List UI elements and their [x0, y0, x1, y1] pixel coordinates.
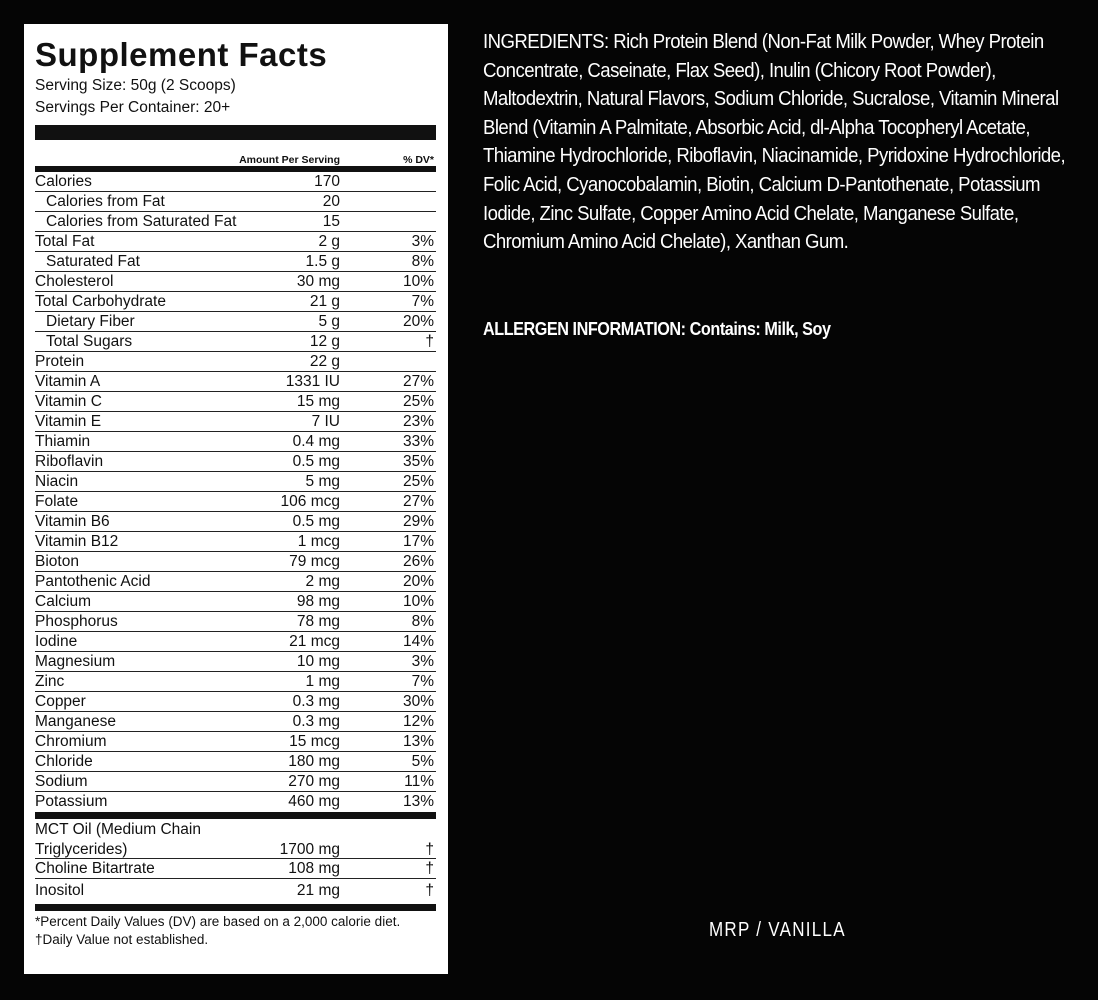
nutrient-row — [35, 512, 436, 532]
nutrient-dv: 13% — [402, 793, 434, 810]
nutrient-row — [35, 552, 436, 572]
nutrient-dv: 17% — [402, 533, 434, 550]
servings-per-container: Servings Per Container: 20+ — [35, 99, 231, 116]
nutrient-row — [35, 652, 436, 672]
nutrient-row — [35, 752, 436, 772]
nutrient-dv: † — [425, 841, 434, 858]
nutrient-dv: 33% — [402, 433, 434, 450]
nutrient-name: Pantothenic Acid — [35, 573, 151, 590]
nutrient-name — [35, 820, 201, 860]
nutrient-row — [35, 312, 436, 332]
nutrient-name: Magnesium — [35, 653, 116, 670]
nutrient-dv: 27% — [402, 493, 434, 510]
nutrient-amount: 0.5 mg — [292, 453, 340, 470]
nutrient-amount: 108 mg — [288, 860, 340, 877]
nutrient-name: Inositol — [35, 882, 85, 899]
nutrient-dv: 10% — [402, 593, 434, 610]
nutrient-name: Niacin — [35, 473, 79, 490]
nutrient-dv: 8% — [411, 253, 434, 270]
nutrient-dv: 23% — [402, 413, 434, 430]
nutrient-name: Potassium — [35, 793, 108, 810]
nutrient-amount: 30 mg — [296, 273, 340, 290]
nutrient-amount: 10 mg — [296, 653, 340, 670]
nutrient-name: Saturated Fat — [46, 253, 140, 270]
nutrient-amount: 170 — [314, 173, 340, 190]
nutrient-row — [35, 272, 436, 292]
supplement-facts-panel — [24, 24, 448, 974]
nutrient-name: Choline Bitartrate — [35, 860, 155, 877]
nutrient-name: Total Sugars — [46, 333, 133, 350]
nutrient-name: Calories from Saturated Fat — [46, 213, 237, 230]
nutrient-row — [35, 472, 436, 492]
nutrient-dv: 35% — [402, 453, 434, 470]
nutrient-amount: 22 g — [309, 353, 340, 370]
nutrient-amount: 1.5 g — [305, 253, 340, 270]
nutrient-name: Vitamin E — [35, 413, 102, 430]
nutrient-name: Folate — [35, 493, 79, 510]
nutrient-amount: 1331 IU — [285, 373, 340, 390]
nutrient-row — [35, 372, 436, 392]
supplement-facts-content — [35, 37, 436, 947]
nutrient-name: Chromium — [35, 733, 107, 750]
nutrient-dv: 11% — [404, 773, 434, 790]
nutrient-dv: † — [425, 882, 434, 899]
nutrient-amount: 0.4 mg — [292, 433, 340, 450]
nutrient-amount: 21 mg — [296, 882, 340, 899]
nutrient-amount: 12 g — [309, 333, 340, 350]
nutrient-dv: 25% — [402, 393, 434, 410]
column-header — [35, 140, 436, 166]
nutrient-row — [35, 772, 436, 792]
nutrient-dv: 3% — [411, 233, 434, 250]
nutrient-amount: 7 IU — [311, 413, 340, 430]
nutrient-row — [35, 292, 436, 312]
nutrient-amount: 460 mg — [288, 793, 340, 810]
nutrient-row — [35, 692, 436, 712]
nutrient-row — [35, 252, 436, 272]
nutrient-amount: 2 g — [318, 233, 340, 250]
nutrient-dv: 27% — [402, 373, 434, 390]
nutrient-row — [35, 792, 436, 812]
inositol-row — [35, 879, 436, 903]
nutrient-amount: 98 mg — [296, 593, 340, 610]
nutrient-amount: 15 — [322, 213, 340, 230]
nutrient-dv: 20% — [402, 573, 434, 590]
serving-size: Serving Size: 50g (2 Scoops) — [35, 77, 236, 94]
nutrient-amount: 21 g — [309, 293, 340, 310]
nutrient-dv: 8% — [411, 613, 434, 630]
nutrient-name: Protein — [35, 353, 85, 370]
nutrient-name: Vitamin C — [35, 393, 102, 410]
nutrient-amount: 5 g — [318, 313, 340, 330]
choline-row — [35, 859, 436, 879]
facts-title: Supplement Facts — [35, 36, 328, 73]
allergen-info: ALLERGEN INFORMATION: Contains: Milk, Soy — [483, 319, 831, 339]
nutrient-name: Phosphorus — [35, 613, 118, 630]
nutrient-dv: 30% — [402, 693, 434, 710]
nutrient-row — [35, 232, 436, 252]
divider-bottom — [35, 904, 436, 911]
nutrient-amount: 5 mg — [305, 473, 340, 490]
nutrient-row — [35, 192, 436, 212]
nutrient-name: Iodine — [35, 633, 78, 650]
flavor-label: MRP / VANILLA — [709, 919, 846, 941]
nutrient-row — [35, 672, 436, 692]
nutrient-row — [35, 732, 436, 752]
nutrient-row — [35, 632, 436, 652]
nutrient-row — [35, 412, 436, 432]
nutrient-dv: 7% — [411, 673, 434, 690]
nutrient-name: Calories from Fat — [46, 193, 165, 210]
nutrient-name: Vitamin B6 — [35, 513, 110, 530]
nutrient-row — [35, 592, 436, 612]
nutrient-row — [35, 172, 436, 192]
ingredients-paragraph: INGREDIENTS: Rich Protein Blend (Non-Fat Milk Powder, Whey Protein Concentrate, Caseinate, Flax Seed), Inulin (Chicory Root Powder), Maltodextrin, Natural Flavors, Sodium Chloride, Sucralose, Vitamin Mineral Blend (Vitamin A Palmitate, Absorbic Acid, dl-Alpha Tocopheryl Acetate, Thiamine Hydrochloride, Riboflavin, Niacinamide, Pyridoxine Hydrochloride, Folic Acid, Cyanocobalamin, Biotin, Calcium D-Pantothenate, Potassium Iodide, Zinc Sulfate, Copper Amino Acid Chelate, Manganese Sulfate, Chromium Amino Acid Chelate), Xanthan Gum. — [483, 31, 1066, 254]
nutrient-name: Chloride — [35, 753, 93, 770]
nutrient-name: Vitamin B12 — [35, 533, 119, 550]
nutrient-dv: 10% — [402, 273, 434, 290]
nutrient-rows — [35, 172, 436, 812]
nutrient-name: Sodium — [35, 773, 88, 790]
nutrient-dv: † — [425, 333, 434, 350]
nutrient-amount: 106 mcg — [280, 493, 340, 510]
nutrient-dv: 25% — [402, 473, 434, 490]
nutrient-row — [35, 452, 436, 472]
nutrient-dv: 14% — [402, 633, 434, 650]
nutrient-dv: 26% — [402, 553, 434, 570]
nutrient-amount: 21 mcg — [289, 633, 340, 650]
divider-thick-2 — [35, 812, 436, 819]
nutrient-amount: 79 mcg — [289, 553, 340, 570]
daily-value-header: % DV* — [403, 154, 434, 166]
nutrient-amount: 15 mcg — [289, 733, 340, 750]
nutrient-amount: 0.3 mg — [292, 713, 340, 730]
nutrient-row — [35, 612, 436, 632]
footnote-dv: *Percent Daily Values (DV) are based on a 2,000 calorie diet. — [35, 914, 401, 929]
nutrient-amount: 0.5 mg — [292, 513, 340, 530]
nutrient-name: Bioton — [35, 553, 79, 570]
nutrient-name: Total Carbohydrate — [35, 293, 166, 310]
mct-name-line1: MCT Oil (Medium Chain — [35, 821, 201, 838]
nutrient-name: Vitamin A — [35, 373, 101, 390]
nutrient-name: Thiamin — [35, 433, 91, 450]
nutrient-amount: 270 mg — [288, 773, 340, 790]
nutrient-row — [35, 532, 436, 552]
nutrient-row — [35, 492, 436, 512]
nutrient-name: Riboflavin — [35, 453, 104, 470]
ingredients-text — [483, 28, 1066, 257]
nutrient-dv: 29% — [402, 513, 434, 530]
nutrient-amount: 2 mg — [305, 573, 340, 590]
nutrient-dv: 5% — [411, 753, 434, 770]
nutrient-dv: 12% — [402, 713, 434, 730]
nutrient-amount: 15 mg — [296, 393, 340, 410]
nutrient-name: Calcium — [35, 593, 91, 610]
nutrient-row — [35, 212, 436, 232]
nutrient-name: Manganese — [35, 713, 117, 730]
nutrient-amount: 180 mg — [288, 753, 340, 770]
nutrient-row — [35, 392, 436, 412]
nutrient-name: Calories — [35, 173, 92, 190]
divider-thick — [35, 125, 436, 140]
nutrient-name: Copper — [35, 693, 86, 710]
nutrient-amount: 1 mcg — [297, 533, 340, 550]
nutrient-amount: 1700 mg — [279, 841, 340, 858]
nutrient-name: Cholesterol — [35, 273, 114, 290]
mct-oil-row — [35, 819, 436, 859]
mct-name-line2: Triglycerides) — [35, 841, 128, 858]
nutrient-dv: 20% — [402, 313, 434, 330]
nutrient-amount: 78 mg — [296, 613, 340, 630]
footnote-not-established: †Daily Value not established. — [35, 932, 209, 947]
nutrient-amount: 0.3 mg — [292, 693, 340, 710]
nutrient-dv: 3% — [411, 653, 434, 670]
nutrient-row — [35, 572, 436, 592]
nutrient-amount: 20 — [322, 193, 340, 210]
nutrient-row — [35, 332, 436, 352]
nutrient-row — [35, 352, 436, 372]
nutrient-name: Zinc — [35, 673, 65, 690]
nutrient-dv: 7% — [411, 293, 434, 310]
nutrient-amount: 1 mg — [305, 673, 340, 690]
amount-per-serving-header: Amount Per Serving — [239, 154, 340, 166]
nutrient-dv: 13% — [402, 733, 434, 750]
nutrient-name: Dietary Fiber — [46, 313, 135, 330]
nutrient-row — [35, 432, 436, 452]
nutrient-dv: † — [425, 860, 434, 877]
nutrient-name: Total Fat — [35, 233, 95, 250]
nutrient-row — [35, 712, 436, 732]
